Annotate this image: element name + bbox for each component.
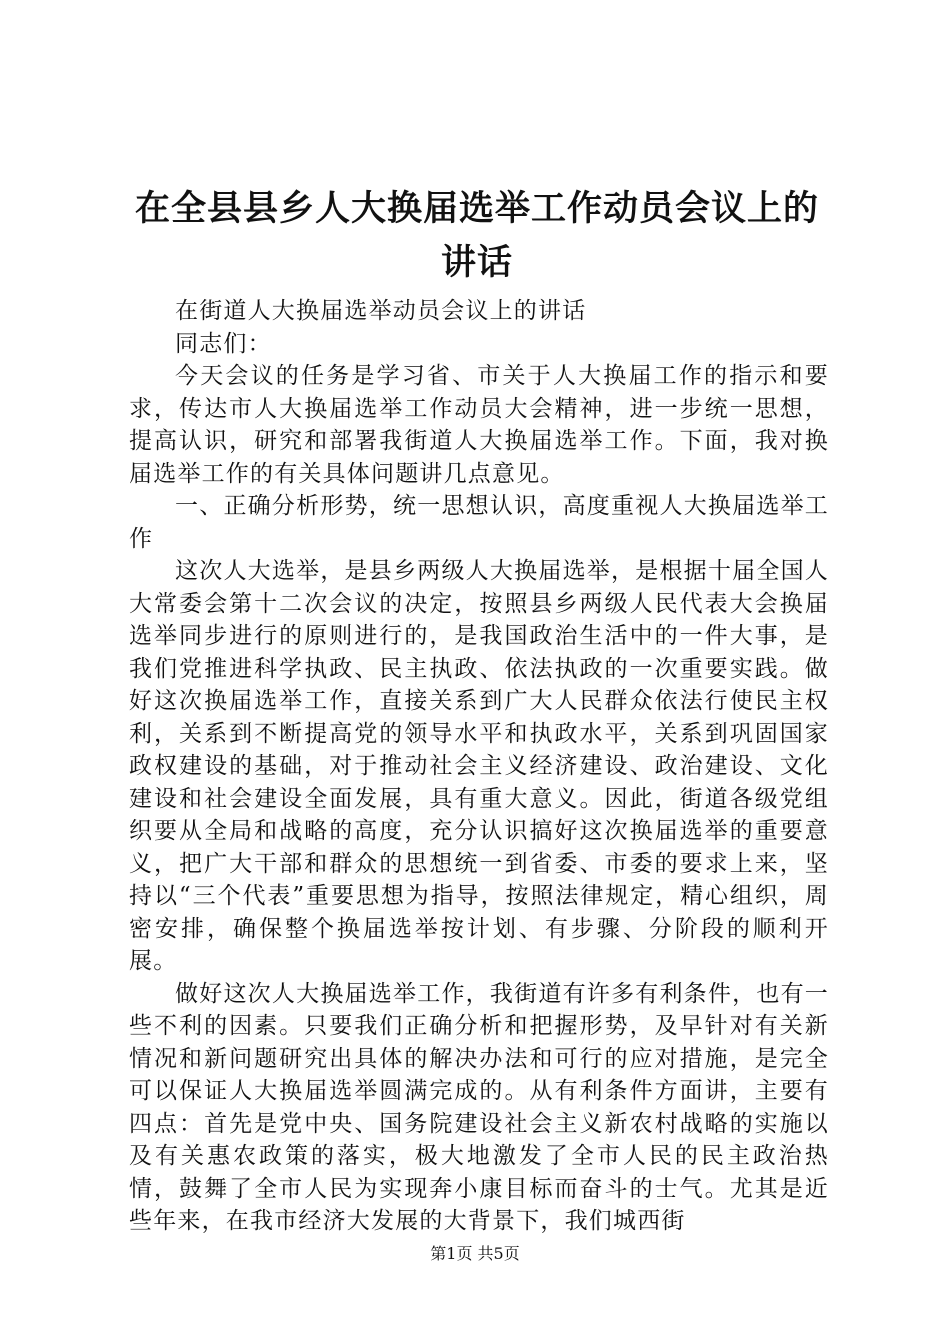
section-heading: 一、正确分析形势，统一思想认识，高度重视人大换届选举工作 — [129, 493, 829, 552]
speech-subtitle: 在街道人大换届选举动员会议上的讲话 — [175, 298, 587, 324]
body-paragraph: 做好这次人大换届选举工作，我街道有许多有利条件，也有一些不利的因素。只要我们正确分析和把握形势，及早针对有关新情况和新问题研究出具体的解决办法和可行的应对措施，是完全可以保证人大换届选举圆满完成的。从有利条件方面讲，主要有四点：首先是党中央、国务院建设社会主义新农村战略的实施以及有关惠农政策的落实，极大地激发了全市人民的民主政治热情，鼓舞了全市人民为实现奔小康目标而奋斗的士气。尤其是近些年来，在我市经济大发展的大背景下，我们城西街 — [129, 980, 829, 1234]
document-title: 在全县县乡人大换届选举工作动员会议上的讲话 — [134, 189, 819, 283]
body-paragraph: 这次人大选举，是县乡两级人大换届选举，是根据十届全国人大常委会第十二次会议的决定，按照县乡两级人民代表大会换届选举同步进行的原则进行的，是我国政治生活中的一件大事，是我们党推进科学执政、民主执政、依法执政的一次重要实践。做好这次换届选举工作，直接关系到广大人民群众依法行使民主权利，关系到不断提高党的领导水平和执政水平，关系到巩固国家政权建设的基础，对于推动社会主义经济建设、政治建设、文化建设和社会建设全面发展，具有重大意义。因此，街道各级党组织要从全局和战略的高度，充分认识搞好这次换届选举的重要意义，把广大干部和群众的思想统一到省委、市委的要求上来，坚持以“三个代表”重要思想为指导，按照法律规定，精心组织，周密安排，确保整个换届选举按计划、有步骤、分阶段的顺利开展。 — [129, 558, 829, 974]
document-body — [129, 295, 829, 1238]
page-number-footer: 第1页 共5页 — [430, 1244, 520, 1263]
salutation: 同志们： — [175, 330, 272, 357]
body-paragraph: 今天会议的任务是学习省、市关于人大换届工作的指示和要求，传达市人大换届选举工作动员大会精神，进一步统一思想，提高认识，研究和部署我街道人大换届选举工作。下面，我对换届选举工作的有关具体问题讲几点意见。 — [129, 363, 829, 487]
